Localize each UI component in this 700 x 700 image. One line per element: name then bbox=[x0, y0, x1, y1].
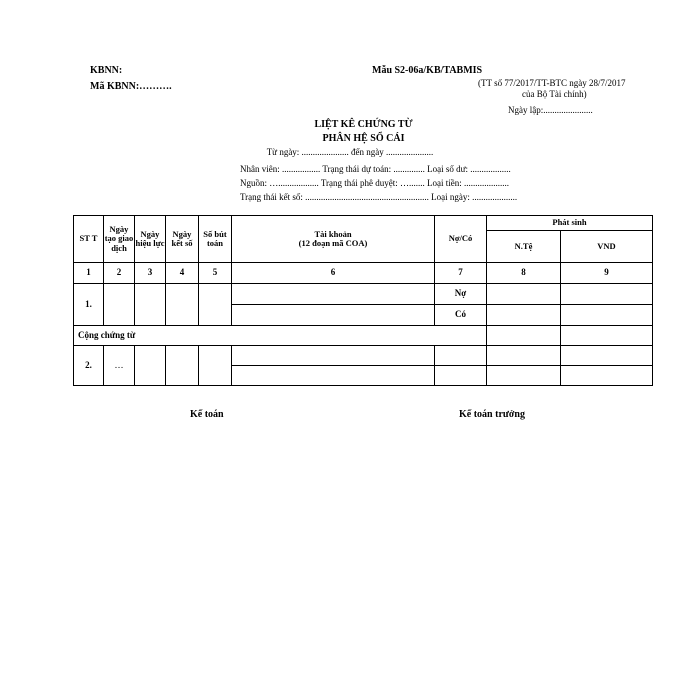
row-cell bbox=[104, 284, 135, 326]
row-cell bbox=[199, 346, 232, 386]
subtotal-label: Cộng chứng từ bbox=[74, 326, 487, 346]
header-account bbox=[232, 216, 435, 263]
header-foreign-currency: N.Tệ bbox=[487, 231, 561, 263]
date-created: Ngày lập:...................... bbox=[508, 105, 593, 115]
subtotal-row bbox=[74, 326, 653, 346]
table-row bbox=[74, 346, 653, 366]
row-cell bbox=[232, 366, 435, 386]
chief-accountant-signature-label: Kế toán trưởng bbox=[459, 409, 525, 420]
header-debit-credit: Nợ/Có bbox=[435, 216, 487, 263]
form-code: Mẫu S2-06a/KB/TABMIS bbox=[372, 65, 483, 76]
accountant-signature-label: Kế toán bbox=[190, 409, 224, 420]
row-cell bbox=[487, 346, 561, 366]
header-stt: ST T bbox=[74, 216, 104, 263]
row-cell bbox=[435, 366, 487, 386]
row-cell bbox=[487, 284, 561, 305]
row-stt: 1. bbox=[74, 284, 104, 326]
row-cell bbox=[561, 366, 653, 386]
kbnn-code-label: Mã KBNN:………. bbox=[90, 81, 172, 92]
row-debit: Nợ bbox=[435, 284, 487, 305]
row-cell bbox=[135, 284, 166, 326]
header-creation-date: Ngày tạo giao dịch bbox=[104, 216, 135, 263]
column-number: 9 bbox=[561, 263, 653, 284]
header-closing-date: Ngày kết số bbox=[166, 216, 199, 263]
column-number-row bbox=[74, 263, 653, 284]
column-number: 1 bbox=[74, 263, 104, 284]
circular-reference-line2: của Bộ Tài chính) bbox=[522, 89, 587, 99]
row-cell bbox=[166, 284, 199, 326]
report-title: LIỆT KÊ CHỨNG TỪ bbox=[314, 119, 413, 130]
row-cell bbox=[166, 346, 199, 386]
column-number: 7 bbox=[435, 263, 487, 284]
kbnn-label: KBNN: bbox=[90, 65, 123, 76]
header-vnd: VND bbox=[561, 231, 653, 263]
column-number: 8 bbox=[487, 263, 561, 284]
row-cell bbox=[487, 326, 561, 346]
header-entry-number: Số bút toán bbox=[199, 216, 232, 263]
row-cell bbox=[232, 346, 435, 366]
column-number: 4 bbox=[166, 263, 199, 284]
row-cell bbox=[487, 366, 561, 386]
row-cell bbox=[561, 326, 653, 346]
column-number: 2 bbox=[104, 263, 135, 284]
row-credit: Có bbox=[435, 305, 487, 326]
row-cell bbox=[561, 346, 653, 366]
row-cell bbox=[135, 346, 166, 386]
column-number: 6 bbox=[232, 263, 435, 284]
row-cell bbox=[487, 305, 561, 326]
header-arising: Phát sinh bbox=[487, 216, 653, 231]
header-effective-date: Ngày hiệu lực bbox=[135, 216, 166, 263]
filter-row-2: Nguồn: ….................. Trạng thái phê duyệt: …....... Loại tiền: .................... bbox=[240, 178, 509, 188]
header-account-line2: (12 đoạn mã COA) bbox=[298, 238, 368, 248]
report-subtitle: PHÂN HỆ SỔ CÁI bbox=[322, 133, 405, 144]
voucher-table bbox=[73, 215, 653, 386]
filter-row-1: Nhân viên: ................. Trạng thái dự toán: .............. Loại số dư: .................. bbox=[240, 164, 511, 174]
table-row bbox=[74, 284, 653, 305]
row-cell bbox=[561, 305, 653, 326]
column-number: 5 bbox=[199, 263, 232, 284]
row-cell bbox=[232, 305, 435, 326]
row-cell bbox=[435, 346, 487, 366]
row-cell bbox=[232, 284, 435, 305]
row-stt: 2. bbox=[74, 346, 104, 386]
circular-reference-line1: (TT số 77/2017/TT-BTC ngày 28/7/2017 bbox=[478, 78, 626, 88]
row-creation-date: … bbox=[104, 346, 135, 386]
row-cell bbox=[199, 284, 232, 326]
row-cell bbox=[561, 284, 653, 305]
header-account-line1: Tài khoản bbox=[314, 228, 352, 239]
date-range: Từ ngày: ..................... đến ngày ..................... bbox=[266, 147, 434, 157]
column-number: 3 bbox=[135, 263, 166, 284]
filter-row-3: Trạng thái kết số: ....................................................... Loại ngày: .................... bbox=[240, 192, 518, 202]
